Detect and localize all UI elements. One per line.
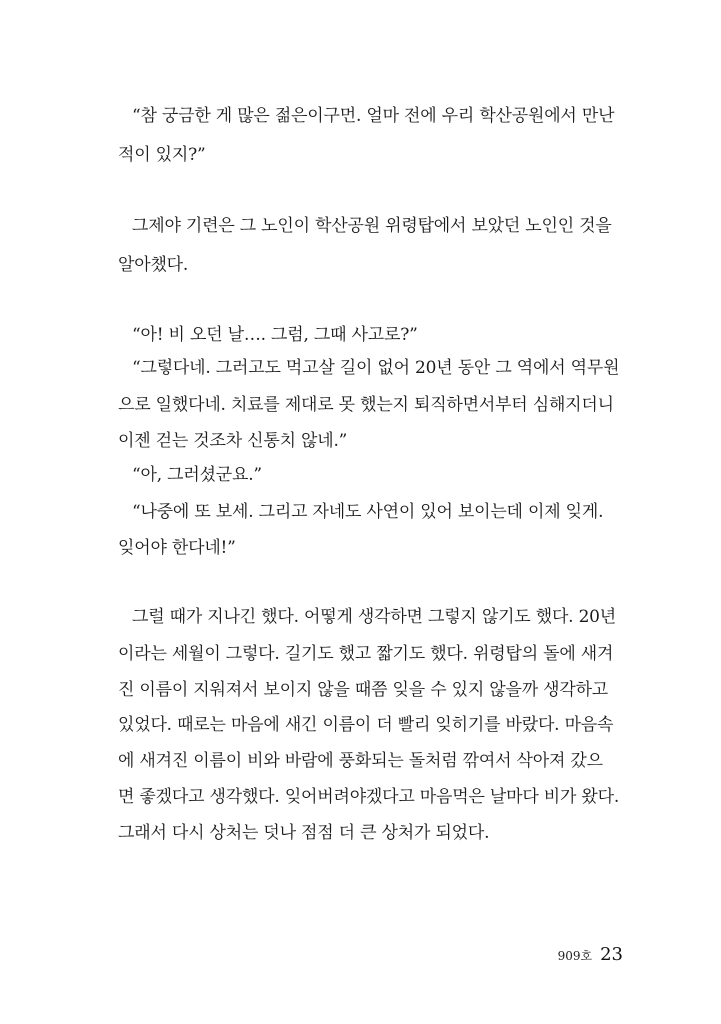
text-line: 그래서 다시 상처는 덧나 점점 더 큰 상처가 되었다. [118,823,490,843]
text-line: “참 궁금한 게 많은 젊은이구먼. 얼마 전에 우리 학산공원에서 만난 [132,106,615,126]
text-line: 진 이름이 지워져서 보이지 않을 때쯤 잊을 수 있지 않을까 생각하고 [118,680,609,700]
text-line: “아! 비 오던 날…. 그럼, 그때 사고로?” [132,325,418,345]
text-line: 있었다. 때로는 마음에 새긴 이름이 더 빨리 잊히기를 바랐다. 마음속 [118,715,614,735]
page-footer [558,944,623,965]
page-number: 23 [600,944,623,965]
text-line: 그럴 때가 지나긴 했다. 어떻게 생각하면 그렇지 않기도 했다. 20년 [132,607,617,627]
text-line: 에 새겨진 이름이 비와 바람에 풍화되는 돌처럼 깎여서 삭아져 갔으 [118,751,603,771]
text-line: 으로 일했다네. 치료를 제대로 못 했는지 퇴직하면서부터 심해지더니 [118,395,614,415]
text-line: 적이 있지?” [118,145,206,165]
text-line: “그렇다네. 그러고도 먹고살 길이 없어 20년 동안 그 역에서 역무원 [132,358,620,378]
text-line: 그제야 기련은 그 노인이 학산공원 위령탑에서 보았던 노인인 것을 [132,216,612,236]
text-line: “나중에 또 보세. 그리고 자네도 사연이 있어 보이는데 이제 잊게. [132,502,604,522]
text-line: 알아챘다. [118,255,189,275]
text-line: 이라는 세월이 그렇다. 길기도 했고 짧기도 했다. 위령탑의 돌에 새겨 [118,644,614,664]
text-line: “아, 그러셨군요.” [132,465,262,485]
running-title: 909호 [557,949,593,963]
text-line: 잊어야 한다네!” [118,538,236,558]
text-line: 면 좋겠다고 생각했다. 잊어버려야겠다고 마음먹은 날마다 비가 왔다. [118,787,620,807]
text-line: 이젠 걷는 것조차 신통치 않네.” [118,431,348,451]
